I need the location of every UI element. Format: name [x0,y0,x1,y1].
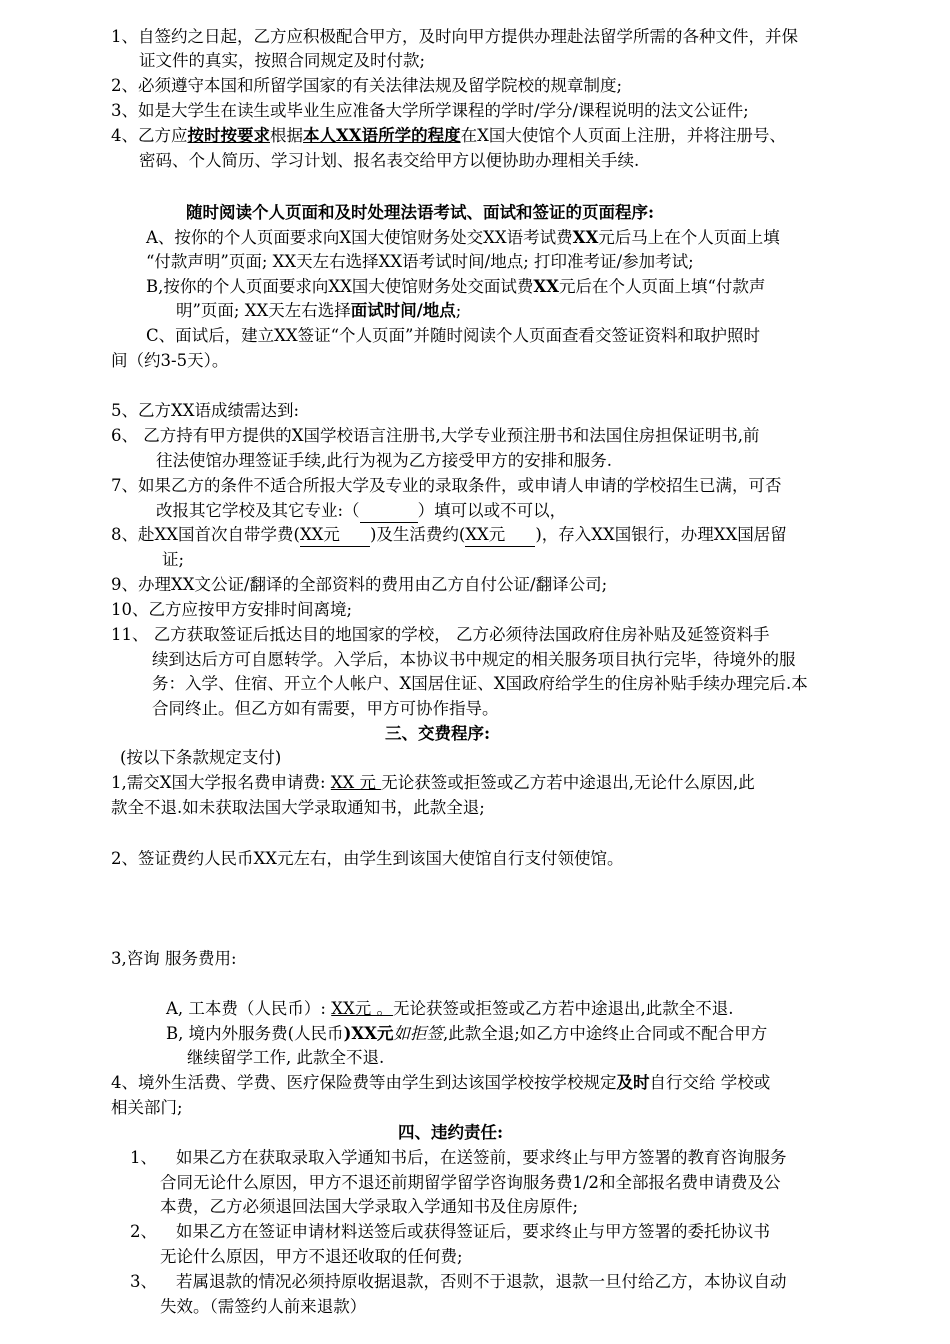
breach-1-number: 1、 [130,1148,157,1167]
breach-3-line2: 失效。（需签约人前来退款） [160,1297,367,1316]
emphasis-text: 本人XX语所学的程度 [303,126,461,145]
clause-3: 3、如是大学生在读生或毕业生应准备大学所学课程的学时/学分/课程说明的法文公证件; [111,101,749,120]
emphasis-text: 面试时间/地点 [350,301,456,320]
text: ; [455,301,462,320]
fee-2: 2、签证费约人民币XX元左右，由学生到该国大使馆自行支付领使馆。 [111,849,624,868]
text: 无论获签或拒签或乙方若中途退出,无论什么原因,此 [381,773,755,792]
material-fee-amount: XX元 。 [331,999,393,1018]
text: B,按你的个人页面要求向XX国大使馆财务处交面试费 [146,277,534,296]
clause-11-line2: 续到达后方可自愿转学。入学后，本协议书中规定的相关服务项目执行完毕，待境外的服 [152,650,796,669]
text: 改报其它学校及其它专业:（ [156,501,360,520]
fee-3: 3,咨询 服务费用: [111,949,237,968]
text: ）填可以或不可以， [417,501,567,520]
clause-4-line1 [111,125,786,147]
breach-1-line3: 本费，乙方必须退回法国大学录取入学通知书及住房原件; [160,1197,579,1216]
amount: XX [533,277,559,296]
italic-text: 如拒签 [393,1024,443,1043]
living-cost-amount: XX元 [465,524,535,547]
clause-1-line1: 1、自签约之日起，乙方应积极配合甲方，及时向甲方提供办理赴法留学所需的各种文件，并保 [111,27,798,46]
breach-2-line2: 无论什么原因，甲方不退还收取的任何费; [160,1247,463,1266]
breach-1-line2: 合同无论什么原因，甲方不退还前期留学留学咨询服务费1/2和全部报名费申请费及公 [160,1173,781,1192]
text: )，存入XX国银行，办理XX国居留 [535,525,787,544]
breach-3-number: 3、 [130,1272,157,1291]
breach-2-line1: 如果乙方在签证申请材料送签后或获得签证后，要求终止与甲方签署的委托协议书 [176,1222,770,1241]
text: 4、境外生活费、学费、医疗保险费等由学生到达该国学校按学校规定 [111,1073,617,1092]
breach-3-line1: 若属退款的情况必须持原收据退款，否则不于退款，退款一旦付给乙方，本协议自动 [176,1272,787,1291]
procedure-a-line2: “付款声明”页面; XX天左右选择XX语考试时间/地点; 打印准考证/参加考试; [146,252,694,271]
text: 根据 [270,126,303,145]
fee-3b-line2: 继续留学工作, 此款全不退. [187,1048,385,1067]
text: 在X国大使馆个人页面上注册，并将注册号、 [460,126,786,145]
blank-field [360,500,418,523]
clause-4-line2: 密码、个人简历、学习计划、报名表交给甲方以便协助办理相关手续. [139,151,640,170]
text: 明”页面; XX天左右选择 [176,301,351,320]
fee-3a [166,998,733,1020]
clause-5: 5、乙方XX语成绩需达到: [111,401,300,420]
text: B, 境内外服务费(人民币 [166,1024,344,1043]
fee-4-line2: 相关部门; [111,1098,183,1117]
text: A、按你的个人页面要求向X国大使馆财务处交XX语考试费 [146,228,573,247]
clause-7-line2 [156,500,566,523]
clause-6-line2: 往法使馆办理签证手续,此行为视为乙方接受甲方的安排和服务. [156,451,612,470]
clause-8-line1 [111,524,787,547]
procedure-b-line1 [146,276,765,298]
tuition-amount: XX元 [300,524,370,547]
clause-2: 2、必须遵守本国和所留学国家的有关法律法规及留学院校的规章制度; [111,76,623,95]
fee-1-line2: 款全不退.如未获取法国大学录取通知书，此款全退; [111,798,485,817]
heading-text: 随时阅读个人页面和及时处理法语考试、面试和签证的页面程序 [186,203,648,222]
clause-11-line4: 合同终止。但乙方如有需要，甲方可协作指导。 [152,699,499,718]
clause-8-line2: 证; [162,550,185,569]
fee-1-line1 [111,772,755,794]
breach-1-line1: 如果乙方在获取录取入学通知书后，在送签前，要求终止与甲方签署的教育咨询服务 [176,1148,787,1167]
text: A, 工本费（人民币）: [166,999,332,1018]
emphasis-text: 按时按要求 [187,126,270,145]
clause-7-line1: 7、如果乙方的条件不适合所报大学及专业的录取条件，或申请人申请的学校招生已满，可否 [111,476,782,495]
breach-2-number: 2、 [130,1222,157,1241]
heading-colon: : [648,203,655,222]
text: )及生活费约( [369,525,466,544]
service-fee-amount: )XX元 [343,1024,394,1043]
clause-9: 9、办理XX文公证/翻译的全部资料的费用由乙方自付公证/翻译公司; [111,575,608,594]
text: 8、赴XX国首次自带学费( [111,525,300,544]
text: 元后马上在个人页面上填 [598,228,780,247]
breach-section-heading: 四、违约责任: [398,1123,504,1142]
procedure-a-line1 [146,227,780,249]
text: 4、乙方应 [111,126,188,145]
clause-11-line1: 11、 乙方获取签证后抵达目的地国家的学校， 乙方必须待法国政府住房补贴及延签资料手 [111,625,770,644]
text: 元后在个人页面上填“付款声 [558,277,766,296]
text: 1,需交X国大学报名费申请费: [111,773,331,792]
text: 自行交给 学校或 [649,1073,771,1092]
procedure-c-line2: 间（约3-5天）。 [111,351,229,370]
emphasis-text: 及时 [616,1073,650,1092]
fee-section-note: (按以下条款规定支付) [120,748,282,767]
amount: XX [572,228,599,247]
fee-section-heading: 三、交费程序: [385,724,491,743]
text: ,此款全退;如乙方中途终止合同或不配合甲方 [442,1024,768,1043]
fee-3b-line1 [166,1023,767,1045]
fee-4-line1 [111,1072,770,1094]
procedure-b-line2 [176,300,461,322]
procedure-c-line1: C、面试后，建立XX签证“个人页面”并随时阅读个人页面查看交签证资料和取护照时 [146,326,760,345]
clause-10: 10、乙方应按甲方安排时间离境; [111,600,353,619]
clause-1-line2: 证文件的真实，按照合同规定及时付款; [139,51,426,70]
text: 无论获签或拒签或乙方若中途退出,此款全不退. [392,999,734,1018]
procedure-heading [186,202,654,224]
clause-11-line3: 务：入学、住宿、开立个人帐户、X国居住证、X国政府给学生的住房补贴手续办理完后.本 [152,674,808,693]
clause-6-line1: 6、 乙方持有甲方提供的X国学校语言注册书,大学专业预注册书和法国住房担保证明书,前 [111,426,760,445]
application-fee-amount: XX 元 [330,773,382,792]
